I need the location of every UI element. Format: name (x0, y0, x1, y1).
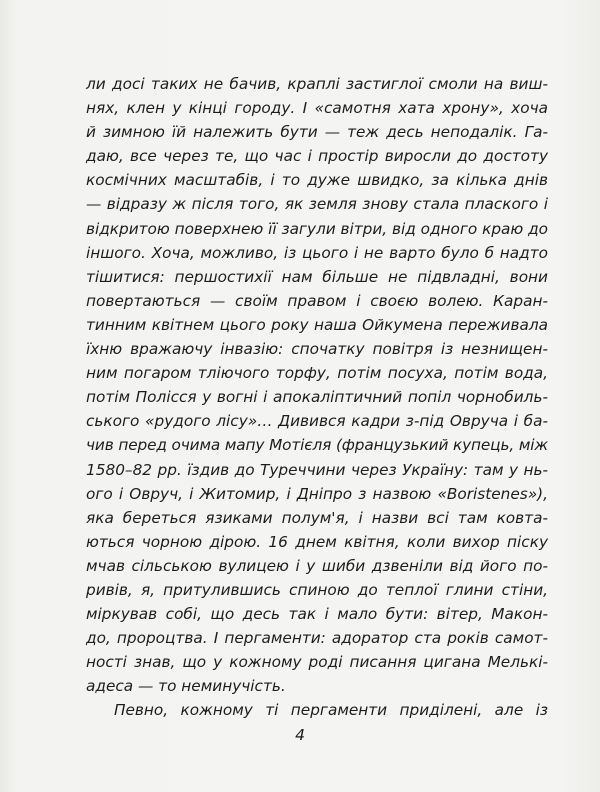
text-line: до, пророцтва. І пергаменти: адоратор ста років самот- (86, 629, 548, 648)
text-line: ого і Овруч, і Житомир, і Дніпро з назвою «Boristenes»), (86, 484, 548, 503)
text-line: мчав сільською вулицею і у шиби дзвеніли від його по- (86, 556, 548, 575)
text-line: ним погаром тліючого торфу, потім посуха, потім вода, (86, 364, 548, 383)
text-line: космічних масштабів, і то дуже швидко, за кілька днів (86, 171, 548, 190)
page-number: 4 (295, 726, 305, 744)
text-line: ривів, я, притулившись спиною до теплої глини стіни, (86, 580, 548, 599)
text-line: повертаються — своїм правом і своєю волею. Каран- (86, 291, 548, 310)
text-line: чив перед очима мапу Мотієля (французький купець, між (86, 436, 548, 455)
text-line: ються чорною дірою. 16 днем квітня, коли вихор піску (86, 532, 548, 551)
paragraph-first-line: Певно, кожному ті пергаменти приділені, але із (114, 701, 548, 720)
text-line: ського «рудого лісу»… Дивився кадри з-під Овруча і ба- (86, 412, 548, 431)
text-line: ності знав, що у кожному роді писання цигана Мелькі- (86, 653, 548, 672)
paragraph-end-line: адеса — то неминучість. (86, 677, 286, 696)
text-line: яка береться язиками полум'я, і назви всі там ковта- (86, 508, 548, 527)
text-line: — відразу ж після того, як земля знову стала плаского і (86, 195, 548, 214)
text-line: їхню вражаючу інвазію: спочатку повітря із незнищен- (86, 340, 548, 359)
text-line: потім Полісся у вогні і апокаліптичний попіл чорнобиль- (86, 388, 548, 407)
text-line: ли досі таких не бачив, краплі застиглої смоли на виш- (86, 75, 548, 93)
body-text (86, 72, 548, 723)
text-line: тинним квітнем цього року наша Ойкумена переживала (86, 315, 548, 334)
text-line: міркував собі, що десь так і мало бути: вітер, Макон- (86, 605, 548, 624)
text-line: даю, все через те, що час і простір виросли до достоту (86, 147, 548, 166)
text-line: тішитися: першостихії нам більше не підвладні, вони (86, 267, 548, 286)
text-line: нях, клен у кінці городу. І «самотня хата хрону», хоча (86, 99, 548, 118)
text-line: відкритою поверхнею її загули вітри, від одного краю до (86, 219, 548, 238)
text-line: й зимною їй належить бути — теж десь неподалік. Га- (86, 123, 548, 142)
text-line: 1580–82 рр. їздив до Туреччини через Україну: там у нь- (86, 460, 548, 479)
text-line: іншого. Хоча, можливо, із цього і не варто було б надто (86, 243, 548, 262)
